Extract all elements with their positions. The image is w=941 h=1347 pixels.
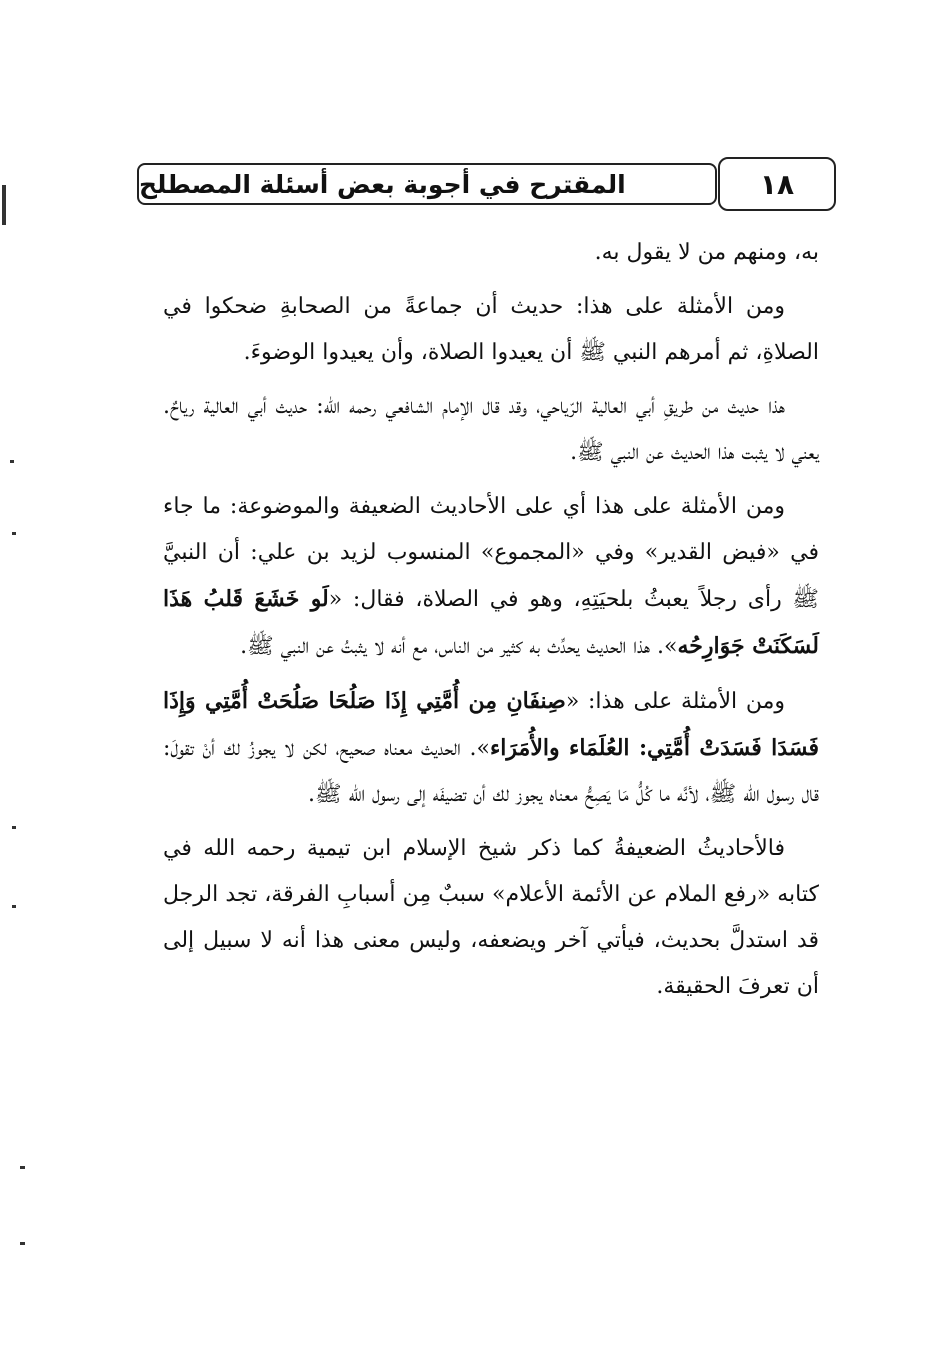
body-text [163, 230, 819, 1018]
book-title: المقترح في أجوبة بعض أسئلة المصطلح [139, 169, 626, 199]
scan-mark [20, 1166, 25, 1169]
hadith-text-1: لَو خَشَعَ قَلبُ هَذَا لَسَكَنَتْ جَوَارِحُه [163, 586, 819, 659]
paragraph-6: فالأحاديثُ الضعيفةُ كما ذكر شيخ الإسلام ابن تيمية رحمه الله في كتابه «رفع الملام عن الأئمة الأعلام» سببٌ مِن أسبابِ الفرقة، تجد الرجل قد استدلَّ بحديث، فيأتي آخر ويضعفه، وليس معنى هذا أنه لا سبيل إلى أن تعرفَ الحقيقة. [163, 836, 819, 999]
header-title-frame [137, 163, 717, 205]
paragraph-4 [163, 484, 819, 670]
hadith-text-2: صِنفَانِ مِن أُمَّتِي إِذَا صَلُحَا صَلُحَتْ أُمَّتِي وَإِذَا فَسَدَا فَسَدَتْ أُمَّتِي: العُلَمَاء والأُمَرَاء [163, 688, 819, 761]
scan-mark [12, 905, 16, 908]
paragraph-1: به، ومنهم من لا يقول به. [594, 240, 819, 265]
scan-mark [12, 532, 16, 535]
paragraph-4-outro: ». هذا الحديث يحدِّث به كثير من الناس، مع أنه لا يثبتُ عن النبي ﷺ. [240, 634, 678, 659]
scan-mark [12, 826, 16, 829]
page-number-frame [718, 157, 836, 211]
scan-mark [2, 185, 6, 225]
running-header [137, 157, 836, 211]
paragraph-4-intro: ومن الأمثلة على هذا أي على الأحاديث الضعيفة والموضوعة: ما جاء في «فيض القدير» وفي «المجموع» المنسوب لزيد بن علي: أن النبيَّ ﷺ رأى رجلاً يعبثُ بلحيَتِهِ، وهو في الصلاة، فقال: « [163, 494, 819, 612]
paragraph-5-intro: ومن الأمثلة على هذا: « [565, 689, 786, 714]
page-number: ١٨ [759, 167, 795, 201]
scan-mark [20, 1242, 25, 1245]
paragraph-2: ومن الأمثلة على هذا: حديث أن جماعةً من الصحابةِ ضحكوا في الصلاةِ، ثم أمرهم النبي ﷺ أن يعيدوا الصلاة، وأن يعيدوا الوضوءَ. [163, 294, 819, 365]
paragraph-3: هذا حديث من طريقِ أبي العالية الرّياحي، وقد قال الإمام الشافعي رحمه الله: حديث أبي العالية رياحٌ. يعني لا يثبت هذا الحديث عن النبي ﷺ. [163, 394, 819, 465]
paragraph-5 [163, 678, 819, 818]
scan-mark [10, 460, 14, 463]
paragraph-5-outro: ». الحديث معناه صحيح، لكن لا يجوزُ لك أنْ تقولَ: قال رسول الله ﷺ، لأنَّه ما كُلُّ مَا يَصِحُّ معناه يجوز لك أن تضيفَه إلى رسول الله ﷺ. [163, 736, 819, 807]
